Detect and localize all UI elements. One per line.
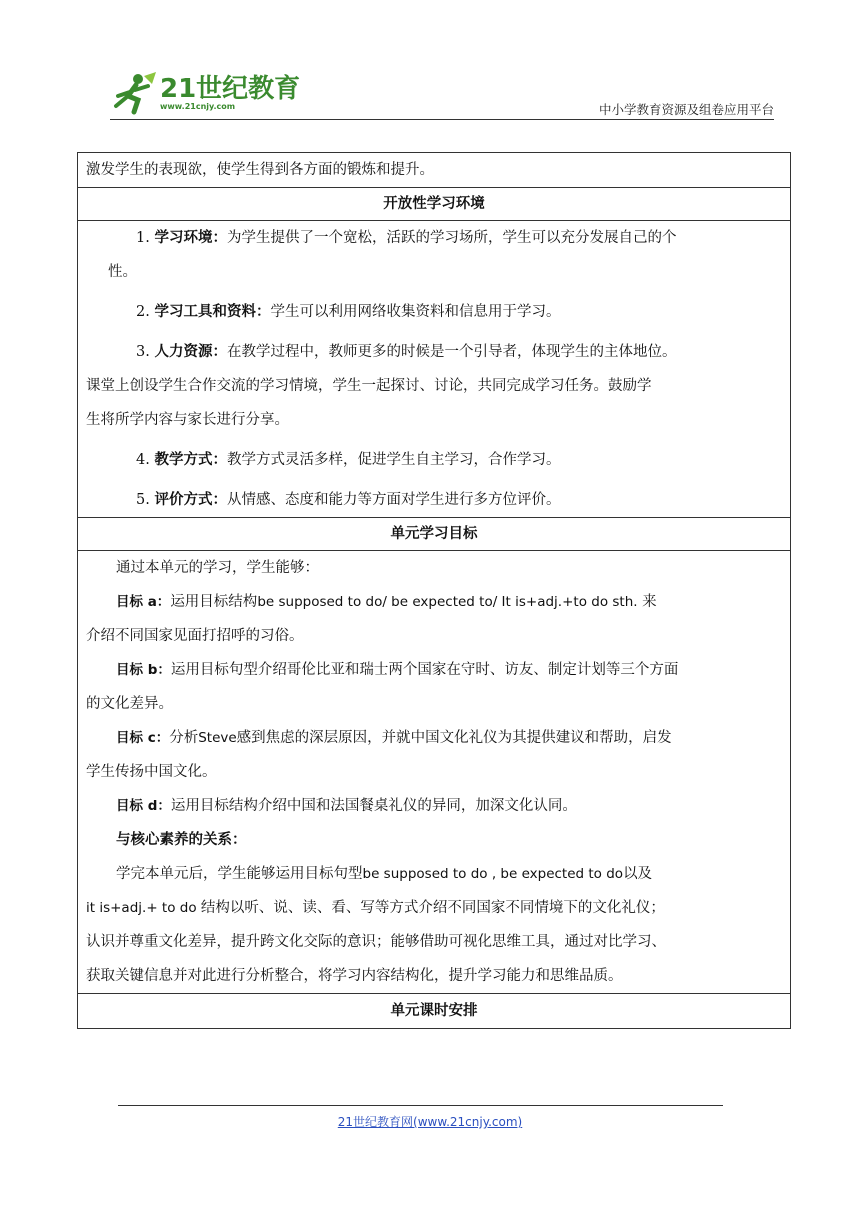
schedule-header-row (78, 994, 791, 1029)
intro-text: 激发学生的表现欲，使学生得到各方面的锻炼和提升。 (86, 162, 434, 178)
env-item-label: 教学方式： (154, 451, 227, 468)
relation-text: 认识并尊重文化差异，提升跨文化交际的意识；能够借助可视化思维工具，通过对比学习、 (86, 934, 666, 950)
env-item-text: 教学方式灵活多样，促进学生自主学习，合作学习。 (226, 452, 561, 468)
env-item-text: 性。 (108, 264, 137, 280)
goal-b (86, 653, 782, 721)
goal-text: 学生传扬中国文化。 (86, 764, 217, 780)
goal-text-en: Steve (198, 730, 237, 746)
platform-title: 中小学教育资源及组卷应用平台 (598, 102, 774, 117)
env-item-label: 人力资源： (154, 343, 227, 360)
env-item-4: 4. 教学方式：教学方式灵活多样，促进学生自主学习，合作学习。 (136, 451, 561, 468)
schedule-section-title: 单元课时安排 (78, 994, 791, 1029)
env-section-title: 开放性学习环境 (78, 188, 791, 221)
goal-text: 的文化差异。 (86, 696, 173, 712)
goal-c (86, 721, 782, 789)
goal-text: 来 (637, 594, 657, 610)
relation-text: 结构以听、说、读、看、写等方式介绍不同国家不同情境下的文化礼仪； (200, 900, 665, 916)
goals-section-title: 单元学习目标 (78, 518, 791, 551)
goal-text: 运用目标句型介绍哥伦比亚和瑞士两个国家在守时、访友、制定计划等三个方面 (170, 662, 679, 678)
goal-label: 目标 a： (116, 594, 171, 610)
goal-a (86, 585, 782, 653)
goals-intro (86, 551, 782, 585)
relation-text: 以及 (623, 866, 653, 882)
core-literacy-title (86, 823, 782, 857)
relation-text-en: be supposed to do , be expected to do (362, 866, 624, 882)
env-body-cell (78, 221, 791, 518)
env-item-3: 3. 人力资源：在教学过程中，教师更多的时候是一个引导者，体现学生的主体地位。 课堂上创设学生合作交流的学习情境，学生一起探讨、讨论，共同完成学习任务。鼓励学 生将所学内容与家长进行分享。 (86, 335, 782, 437)
env-body-row (78, 221, 791, 518)
env-item-label: 学习环境： (154, 229, 227, 246)
site-logo (108, 70, 301, 116)
logo-url: www.21cnjy.com (160, 102, 236, 111)
header-divider (110, 119, 774, 120)
env-item-text: 在教学过程中，教师更多的时候是一个引导者，体现学生的主体地位。 (226, 344, 677, 360)
env-item-2: 2. 学习工具和资料：学生可以利用网络收集资料和信息用于学习。 (136, 303, 561, 320)
goals-header-row (78, 518, 791, 551)
goal-text: 运用目标结构 (170, 594, 258, 610)
footer-link[interactable]: 21世纪教育网(www.21cnjy.com) (337, 1115, 523, 1129)
env-item-text: 从情感、态度和能力等方面对学生进行多方位评价。 (226, 492, 561, 508)
goal-text-en: be supposed to do/ be expected to/ It is+adj.+to do sth. (257, 594, 638, 610)
intro-cell (78, 153, 791, 188)
env-item-5: 5. 评价方式：从情感、态度和能力等方面对学生进行多方位评价。 (136, 491, 561, 508)
env-item-1: 1. 学习环境：为学生提供了一个宽松，活跃的学习场所，学生可以充分发展自己的个 性。 (86, 221, 782, 289)
env-item-label: 学习工具和资料： (154, 303, 271, 320)
footer-divider (118, 1105, 723, 1106)
relation-text-en: it is+adj.+ to do (86, 900, 201, 916)
env-header-row (78, 188, 791, 221)
intro-row (78, 153, 791, 188)
env-item-label: 评价方式： (154, 491, 227, 508)
goals-intro-text: 通过本单元的学习，学生能够： (116, 560, 319, 576)
env-item-text: 生将所学内容与家长进行分享。 (86, 412, 289, 428)
goal-label: 目标 c： (116, 730, 170, 746)
running-man-logo-icon (108, 70, 158, 116)
goal-label: 目标 b： (116, 662, 171, 678)
goals-body-row (78, 551, 791, 994)
relation-text: 获取关键信息并对此进行分析整合，将学习内容结构化，提升学习能力和思维品质。 (86, 968, 623, 984)
goals-body-cell (78, 551, 791, 994)
relation-title: 与核心素养的关系： (116, 831, 247, 848)
env-item-text: 课堂上创设学生合作交流的学习情境，学生一起探讨、讨论，共同完成学习任务。鼓励学 (86, 378, 652, 394)
lesson-plan-table (77, 152, 791, 1029)
goal-text: 分析 (169, 730, 199, 746)
goal-d (86, 789, 782, 823)
env-item-text: 为学生提供了一个宽松，活跃的学习场所，学生可以充分发展自己的个 (226, 230, 677, 246)
relation-text: 学完本单元后，学生能够运用目标句型 (116, 866, 363, 882)
env-item-text: 学生可以利用网络收集资料和信息用于学习。 (270, 304, 561, 320)
goal-text: 运用目标结构介绍中国和法国餐桌礼仪的异同，加深文化认同。 (170, 798, 577, 814)
goal-label: 目标 d： (116, 798, 171, 814)
core-literacy-paragraph (86, 857, 782, 993)
logo-text: 21世纪教育 (160, 74, 301, 104)
goal-text: 介绍不同国家见面打招呼的习俗。 (86, 628, 304, 644)
goal-text: 感到焦虑的深层原因，并就中国文化礼仪为其提供建议和帮助，启发 (236, 730, 672, 746)
